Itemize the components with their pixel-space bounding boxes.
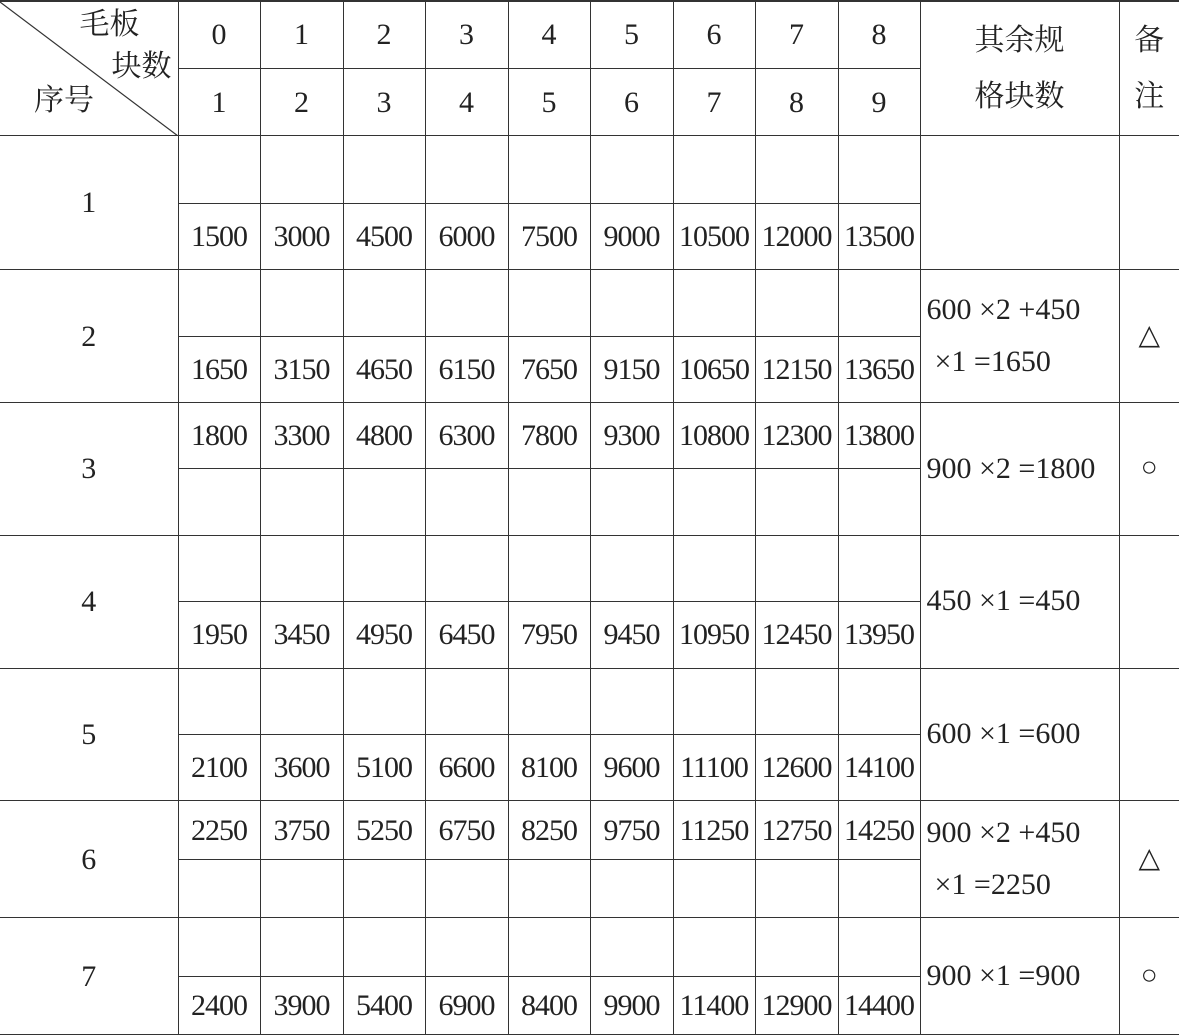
note-symbol: ○ [1119,918,1179,1035]
empty-cell [673,668,755,734]
board-count-value: 12900 [755,976,838,1035]
empty-cell [260,270,343,336]
board-count-value: 7500 [508,203,590,269]
header-top-number: 3 [425,1,508,68]
empty-cell [755,668,838,734]
data-row-upper [0,668,1179,734]
header-bottom-number: 7 [673,68,755,135]
board-count-value: 1650 [178,336,260,402]
empty-cell [673,136,755,203]
diagonal-header-cell [0,1,178,136]
empty-cell [673,535,755,601]
board-count-value: 8400 [508,976,590,1035]
board-count-value: 1500 [178,203,260,269]
board-count-value: 13950 [838,602,920,668]
empty-cell [425,668,508,734]
board-count-value: 7950 [508,602,590,668]
empty-cell [178,859,260,917]
board-count-value: 3600 [260,735,343,801]
data-row-upper [0,801,1179,859]
board-count-value: 6450 [425,602,508,668]
rest-spec-cell [920,270,1119,403]
board-count-value: 1950 [178,602,260,668]
rest-spec-cell [920,136,1119,270]
empty-cell [260,668,343,734]
board-count-value: 3000 [260,203,343,269]
board-count-value: 13650 [838,336,920,402]
board-count-value: 10950 [673,602,755,668]
rest-spec-line: 900 ×2 +450 [926,815,1081,849]
note-symbol [1119,535,1179,668]
data-row-upper [0,136,1179,203]
empty-cell [590,668,673,734]
row-seq-number: 2 [0,270,178,403]
board-count-value: 9450 [590,602,673,668]
empty-cell [178,270,260,336]
note-symbol [1119,136,1179,270]
data-row-upper [0,402,1179,468]
header-rest-line2: 格块数 [974,79,1065,113]
empty-cell [838,270,920,336]
header-note-line1: 备 [1134,24,1165,58]
empty-cell [343,270,425,336]
empty-cell [260,136,343,203]
empty-cell [425,859,508,917]
empty-cell [755,859,838,917]
empty-cell [343,136,425,203]
empty-cell [673,270,755,336]
board-count-value: 11400 [673,976,755,1035]
rest-spec-line: ×1 =1650 [934,345,1051,379]
empty-cell [590,136,673,203]
board-count-value: 4950 [343,602,425,668]
empty-cell [838,136,920,203]
row-seq-number: 5 [0,668,178,801]
empty-cell [755,918,838,976]
board-count-value: 14100 [838,735,920,801]
header-bottom-number: 8 [755,68,838,135]
empty-cell [755,270,838,336]
empty-cell [838,668,920,734]
empty-cell [508,668,590,734]
board-count-value: 9600 [590,735,673,801]
header-rest-line1: 其余规 [974,24,1065,58]
row-seq-number: 3 [0,402,178,535]
empty-cell [343,535,425,601]
empty-cell [590,918,673,976]
empty-cell [838,469,920,535]
header-top-number: 2 [343,1,425,68]
board-count-value: 6150 [425,336,508,402]
header-note-cell [1119,1,1179,136]
empty-cell [343,918,425,976]
rest-spec-cell [920,918,1119,1035]
header-top-number: 1 [260,1,343,68]
rest-spec-line: 450 ×1 =450 [926,584,1081,618]
board-count-value: 10500 [673,203,755,269]
board-count-value: 12150 [755,336,838,402]
board-count-value: 9750 [590,801,673,859]
empty-cell [590,270,673,336]
row-seq-number: 6 [0,801,178,918]
header-bottom-number: 2 [260,68,343,135]
empty-cell [178,136,260,203]
header-row-top [0,1,1179,68]
empty-cell [590,535,673,601]
empty-cell [590,859,673,917]
board-count-value: 9000 [590,203,673,269]
board-count-value: 4500 [343,203,425,269]
board-count-value: 3450 [260,602,343,668]
board-count-value: 14250 [838,801,920,859]
empty-cell [590,469,673,535]
empty-cell [260,918,343,976]
header-bottom-number: 1 [178,68,260,135]
rest-spec-cell [920,402,1119,535]
board-count-value: 9300 [590,402,673,468]
board-count-value: 6750 [425,801,508,859]
board-count-value: 9150 [590,336,673,402]
empty-cell [343,469,425,535]
empty-cell [755,136,838,203]
board-count-value: 13800 [838,402,920,468]
board-count-value: 3150 [260,336,343,402]
empty-cell [508,535,590,601]
header-top-number: 4 [508,1,590,68]
board-count-value: 9900 [590,976,673,1035]
empty-cell [508,136,590,203]
empty-cell [508,469,590,535]
empty-cell [425,535,508,601]
board-count-value: 10650 [673,336,755,402]
header-rest-spec-cell [920,1,1119,136]
data-row-upper [0,270,1179,336]
data-row-upper [0,918,1179,976]
header-note-line2: 注 [1134,79,1165,113]
row-seq-number: 1 [0,136,178,270]
empty-cell [508,270,590,336]
empty-cell [260,469,343,535]
header-bottom-number: 9 [838,68,920,135]
empty-cell [838,918,920,976]
empty-cell [178,535,260,601]
header-seq-label: 序号 [34,84,94,117]
board-count-value: 5100 [343,735,425,801]
empty-cell [673,859,755,917]
header-bottom-number: 5 [508,68,590,135]
board-count-value: 5400 [343,976,425,1035]
rest-spec-line: 600 ×2 +450 [926,292,1081,326]
note-symbol: △ [1119,801,1179,918]
board-count-value: 12000 [755,203,838,269]
board-count-value: 2250 [178,801,260,859]
board-count-value: 12300 [755,402,838,468]
row-seq-number: 7 [0,918,178,1035]
empty-cell [260,859,343,917]
empty-cell [178,469,260,535]
header-top-number: 6 [673,1,755,68]
board-count-value: 11100 [673,735,755,801]
empty-cell [260,535,343,601]
board-count-value: 1800 [178,402,260,468]
header-bottom-number: 6 [590,68,673,135]
board-count-value: 12450 [755,602,838,668]
board-count-value: 6900 [425,976,508,1035]
board-count-value: 13500 [838,203,920,269]
header-top-number: 7 [755,1,838,68]
header-bottom-number: 4 [425,68,508,135]
empty-cell [673,469,755,535]
empty-cell [755,535,838,601]
empty-cell [425,918,508,976]
board-count-value: 4650 [343,336,425,402]
note-symbol: △ [1119,270,1179,403]
header-top-number: 8 [838,1,920,68]
board-count-value: 6300 [425,402,508,468]
board-count-value: 3300 [260,402,343,468]
empty-cell [343,859,425,917]
header-count-label: 块数 [111,50,172,83]
note-symbol [1119,668,1179,801]
board-count-value: 2100 [178,735,260,801]
empty-cell [755,469,838,535]
board-count-value: 4800 [343,402,425,468]
board-count-value: 3900 [260,976,343,1035]
empty-cell [838,535,920,601]
board-count-value: 12600 [755,735,838,801]
empty-cell [838,859,920,917]
board-count-value: 7650 [508,336,590,402]
board-count-value: 7800 [508,402,590,468]
board-count-value: 8250 [508,801,590,859]
rest-spec-cell [920,668,1119,801]
rest-spec-line: 900 ×1 =900 [926,958,1081,992]
rest-spec-line: 600 ×1 =600 [926,717,1081,751]
rest-spec-line: ×1 =2250 [934,868,1051,902]
board-count-value: 6000 [425,203,508,269]
empty-cell [673,918,755,976]
rest-spec-cell [920,801,1119,918]
empty-cell [425,270,508,336]
empty-cell [425,469,508,535]
header-bottom-number: 3 [343,68,425,135]
note-symbol: ○ [1119,402,1179,535]
rest-spec-cell [920,535,1119,668]
empty-cell [508,918,590,976]
empty-cell [343,668,425,734]
board-count-value: 14400 [838,976,920,1035]
empty-cell [508,859,590,917]
board-count-value: 8100 [508,735,590,801]
row-seq-number: 4 [0,535,178,668]
board-count-value: 6600 [425,735,508,801]
header-board-label: 毛板 [79,8,140,41]
empty-cell [425,136,508,203]
board-count-value: 2400 [178,976,260,1035]
board-count-value: 10800 [673,402,755,468]
header-top-number: 5 [590,1,673,68]
empty-cell [178,918,260,976]
board-count-value: 11250 [673,801,755,859]
board-count-value: 5250 [343,801,425,859]
empty-cell [178,668,260,734]
header-top-number: 0 [178,1,260,68]
board-count-value: 3750 [260,801,343,859]
board-count-value: 12750 [755,801,838,859]
rest-spec-line: 900 ×2 =1800 [926,451,1096,485]
data-row-upper [0,535,1179,601]
